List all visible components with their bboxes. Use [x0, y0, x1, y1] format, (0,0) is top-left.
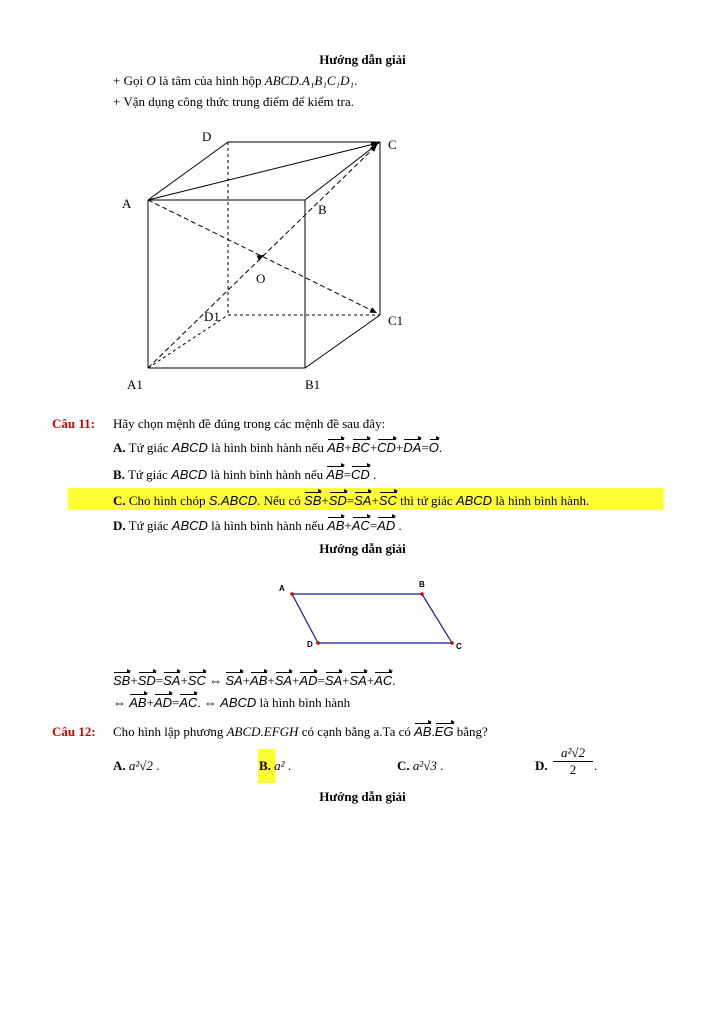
point-D	[316, 641, 320, 645]
cube-figure	[110, 125, 420, 395]
q12-option-d-fraction: a²√2 2	[553, 745, 593, 778]
q11-option-a: A. Tứ giác ABCD là hình bình hành nếu AB+BC+CD+DA=O.	[113, 440, 443, 455]
label-C1: C1	[388, 313, 404, 328]
q11-option-b: B. Tứ giác ABCD là hình bình hành nếu AB=CD .	[113, 467, 377, 482]
label-D: D	[307, 640, 313, 649]
parallelogram-figure	[270, 575, 470, 655]
edge-AD	[148, 142, 228, 200]
solution-heading-3: Hướng dẫn giải	[319, 789, 406, 804]
point-B	[420, 592, 424, 596]
hint-line-1: + Gọi O là tâm của hình hộp ABCD.A₁B₁C₁D₁.	[113, 73, 358, 88]
hint-line-2: + Vận dụng công thức trung điểm để kiểm tra.	[113, 94, 354, 109]
label-A: A	[122, 196, 132, 211]
vector-AC1	[148, 200, 377, 313]
q11-option-d: D. Tứ giác ABCD là hình bình hành nếu AB+AC=AD .	[113, 518, 402, 533]
solution-heading-1: Hướng dẫn giải	[319, 52, 406, 67]
q12-option-a: A. a²√2 .	[113, 758, 160, 773]
label-C: C	[456, 642, 462, 651]
label-B: B	[318, 202, 327, 217]
edge-BC	[305, 142, 380, 200]
q12-option-b: B. a² .	[259, 758, 292, 773]
point-A	[290, 592, 294, 596]
point-C	[450, 641, 454, 645]
parallelogram-ABCD	[292, 594, 452, 643]
q12-option-c: C. a²√3 .	[397, 758, 444, 773]
q12-prompt: Cho hình lập phương ABCD.EFGH có cạnh bằng a.Ta có AB.EG bằng?	[113, 724, 488, 739]
question-11: Câu 11:	[52, 416, 95, 431]
edge-B1C1	[305, 315, 380, 368]
question-12: Câu 12:	[52, 724, 96, 739]
vector-A1C	[148, 145, 377, 368]
label-B: B	[419, 580, 425, 589]
q12-option-d: D.	[535, 758, 548, 773]
q11-option-c: C. Cho hình chóp S.ABCD. Nếu có SB+SD=SA+SC thì tứ giác ABCD là hình bình hành.	[113, 493, 590, 508]
label-A1: A1	[127, 377, 143, 392]
label-C: C	[388, 137, 397, 152]
q11-prompt: Hãy chọn mệnh đề đúng trong các mệnh đề sau đây:	[113, 416, 386, 431]
solution-heading-2: Hướng dẫn giải	[319, 541, 406, 556]
solution-line-2: ⇔ AB+AD=AC. ⇔ ABCD là hình bình hành	[113, 695, 351, 710]
label-O: O	[256, 271, 266, 286]
label-B1: B1	[305, 377, 321, 392]
vector-AC	[148, 143, 378, 200]
solution-line-1: SB+SD=SA+SC ⇔ SA+AB+SA+AD=SA+SA+AC.	[113, 673, 396, 688]
label-D: D	[202, 129, 212, 144]
label-A: A	[279, 584, 285, 593]
label-D1: D1	[204, 309, 220, 324]
